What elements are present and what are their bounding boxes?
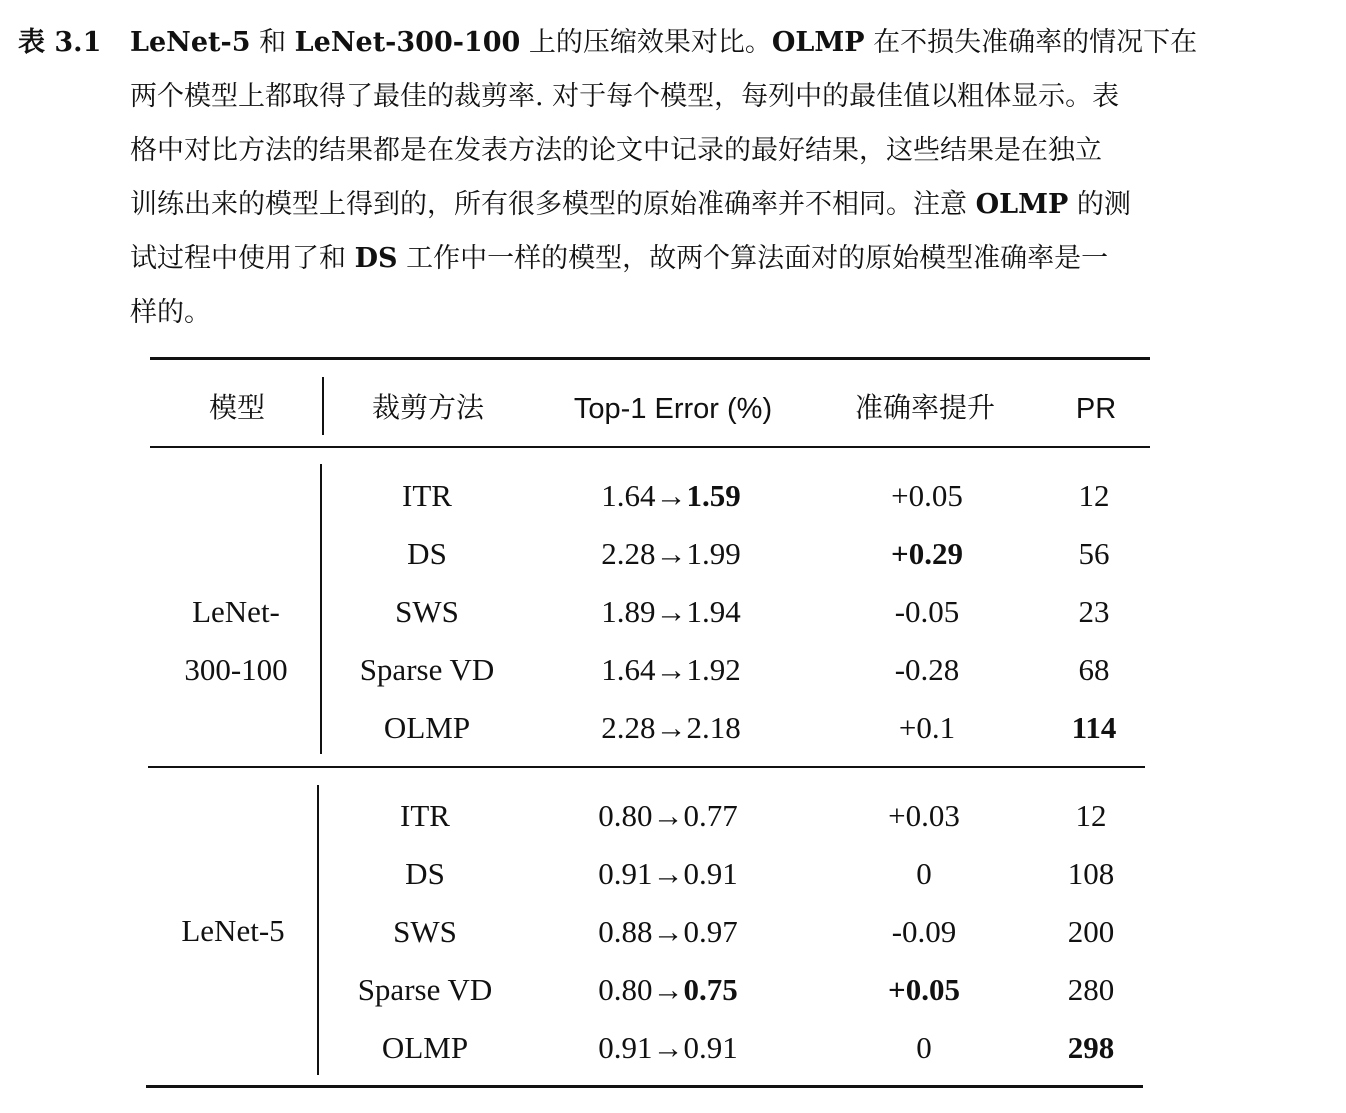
header-model: 模型	[208, 391, 266, 424]
arrow-icon: →	[655, 478, 687, 513]
table-group-rule	[148, 766, 1145, 768]
table-bottom-rule	[146, 1085, 1143, 1088]
error-cell	[601, 708, 741, 748]
table-header-rule	[150, 446, 1150, 448]
caption-line-2: 两个模型上都取得了最佳的裁剪率. 对于每个模型，每列中的最佳值以粗体显示。表	[130, 81, 1120, 112]
header-method: 裁剪方法	[371, 391, 485, 424]
gain-cell: -0.28	[894, 652, 960, 687]
error-cell	[601, 476, 741, 516]
method-cell: ITR	[400, 798, 450, 833]
model-label-line: LeNet-	[192, 594, 280, 629]
gain-cell: +0.03	[888, 798, 960, 833]
caption-text: 上的压缩效果对比。	[520, 27, 772, 58]
gain-cell: +0.05	[888, 972, 960, 1007]
error-cell	[598, 796, 738, 836]
arrow-icon: →	[655, 594, 687, 629]
method-cell: DS	[407, 536, 447, 571]
pr-cell: 280	[1067, 972, 1115, 1007]
caption-label: 表 3.1	[18, 27, 102, 58]
error-after: 0.77	[683, 798, 738, 833]
error-cell	[601, 650, 741, 690]
error-before: 1.64	[601, 478, 656, 513]
gain-cell: +0.05	[891, 478, 963, 513]
caption-text: 和	[250, 27, 295, 58]
error-before: 0.88	[598, 914, 653, 949]
error-after: 0.91	[683, 1030, 738, 1065]
pr-cell: 68	[1078, 652, 1110, 687]
caption-line-6: 样的。	[130, 297, 211, 328]
arrow-icon: →	[655, 710, 687, 745]
error-before: 0.91	[598, 856, 653, 891]
header-gain: 准确率提升	[854, 391, 996, 424]
header-pr: PR	[1075, 393, 1117, 425]
group1-column-divider	[320, 464, 322, 754]
pr-cell: 108	[1067, 856, 1115, 891]
gain-cell: +0.1	[898, 710, 956, 745]
error-cell	[601, 592, 741, 632]
error-after: 1.59	[686, 478, 741, 513]
gain-cell: -0.09	[891, 914, 957, 949]
caption-term-olmp: OLMP	[975, 189, 1069, 220]
caption-text: 的测	[1068, 189, 1131, 220]
caption-text: 训练出来的模型上得到的，所有很多模型的原始准确率并不相同。注意	[130, 189, 976, 220]
error-before: 2.28	[601, 710, 656, 745]
method-cell: Sparse VD	[357, 972, 493, 1007]
pr-cell: 298	[1067, 1030, 1115, 1065]
error-after: 1.92	[686, 652, 741, 687]
arrow-icon: →	[655, 536, 687, 571]
method-cell: SWS	[395, 594, 459, 629]
error-cell	[598, 854, 738, 894]
caption-line-3: 格中对比方法的结果都是在发表方法的论文中记录的最好结果，这些结果是在独立	[130, 135, 1102, 166]
caption-term-ds: DS	[354, 243, 398, 274]
arrow-icon: →	[652, 798, 684, 833]
arrow-icon: →	[652, 914, 684, 949]
caption-term-olmp: OLMP	[771, 27, 865, 58]
caption-text: 工作中一样的模型，故两个算法面对的原始模型准确率是一	[397, 243, 1109, 274]
error-cell	[598, 970, 738, 1010]
error-cell	[598, 912, 738, 952]
pr-cell: 56	[1078, 536, 1110, 571]
caption-line-1	[18, 16, 1318, 70]
error-before: 1.64	[601, 652, 656, 687]
gain-cell: 0	[916, 1030, 932, 1065]
model-lenet-5	[181, 902, 284, 960]
method-cell: DS	[405, 856, 445, 891]
error-cell	[601, 534, 741, 574]
error-before: 2.28	[601, 536, 656, 571]
method-cell: SWS	[393, 914, 457, 949]
pr-cell: 200	[1067, 914, 1115, 949]
group2-column-divider	[317, 785, 319, 1075]
table-caption	[18, 16, 1318, 340]
error-after: 2.18	[686, 710, 741, 745]
method-cell: ITR	[402, 478, 452, 513]
gain-cell: -0.05	[894, 594, 960, 629]
caption-line-5	[18, 232, 1318, 286]
caption-term-lenet5: LeNet-5	[130, 27, 251, 58]
caption-line-4	[18, 178, 1318, 232]
error-after: 1.99	[686, 536, 741, 571]
header-error: Top-1 Error (%)	[573, 393, 773, 425]
method-cell: OLMP	[381, 1030, 469, 1065]
table-top-rule	[150, 357, 1150, 360]
pr-cell: 114	[1071, 710, 1117, 745]
error-after: 0.97	[683, 914, 738, 949]
method-cell: Sparse VD	[359, 652, 495, 687]
pr-cell: 12	[1075, 798, 1107, 833]
error-cell	[598, 1028, 738, 1068]
model-lenet-300-100	[184, 583, 287, 699]
error-before: 0.91	[598, 1030, 653, 1065]
caption-term-lenet300: LeNet-300-100	[294, 27, 521, 58]
caption-text: 在不损失准确率的情况下在	[864, 27, 1198, 58]
pr-cell: 23	[1078, 594, 1110, 629]
method-cell: OLMP	[383, 710, 471, 745]
arrow-icon: →	[652, 1030, 684, 1065]
model-label-line: LeNet-5	[181, 913, 285, 948]
header-column-divider	[322, 377, 324, 435]
arrow-icon: →	[652, 856, 684, 891]
error-after: 0.75	[683, 972, 738, 1007]
gain-cell: 0	[916, 856, 932, 891]
error-before: 0.80	[598, 798, 653, 833]
pr-cell: 12	[1078, 478, 1110, 513]
error-after: 0.91	[683, 856, 738, 891]
caption-text: 试过程中使用了和	[130, 243, 355, 274]
arrow-icon: →	[652, 972, 684, 1007]
gain-cell: +0.29	[891, 536, 963, 571]
error-before: 1.89	[601, 594, 656, 629]
model-label-line: 300-100	[184, 652, 288, 687]
arrow-icon: →	[655, 652, 687, 687]
error-after: 1.94	[686, 594, 741, 629]
error-before: 0.80	[598, 972, 653, 1007]
